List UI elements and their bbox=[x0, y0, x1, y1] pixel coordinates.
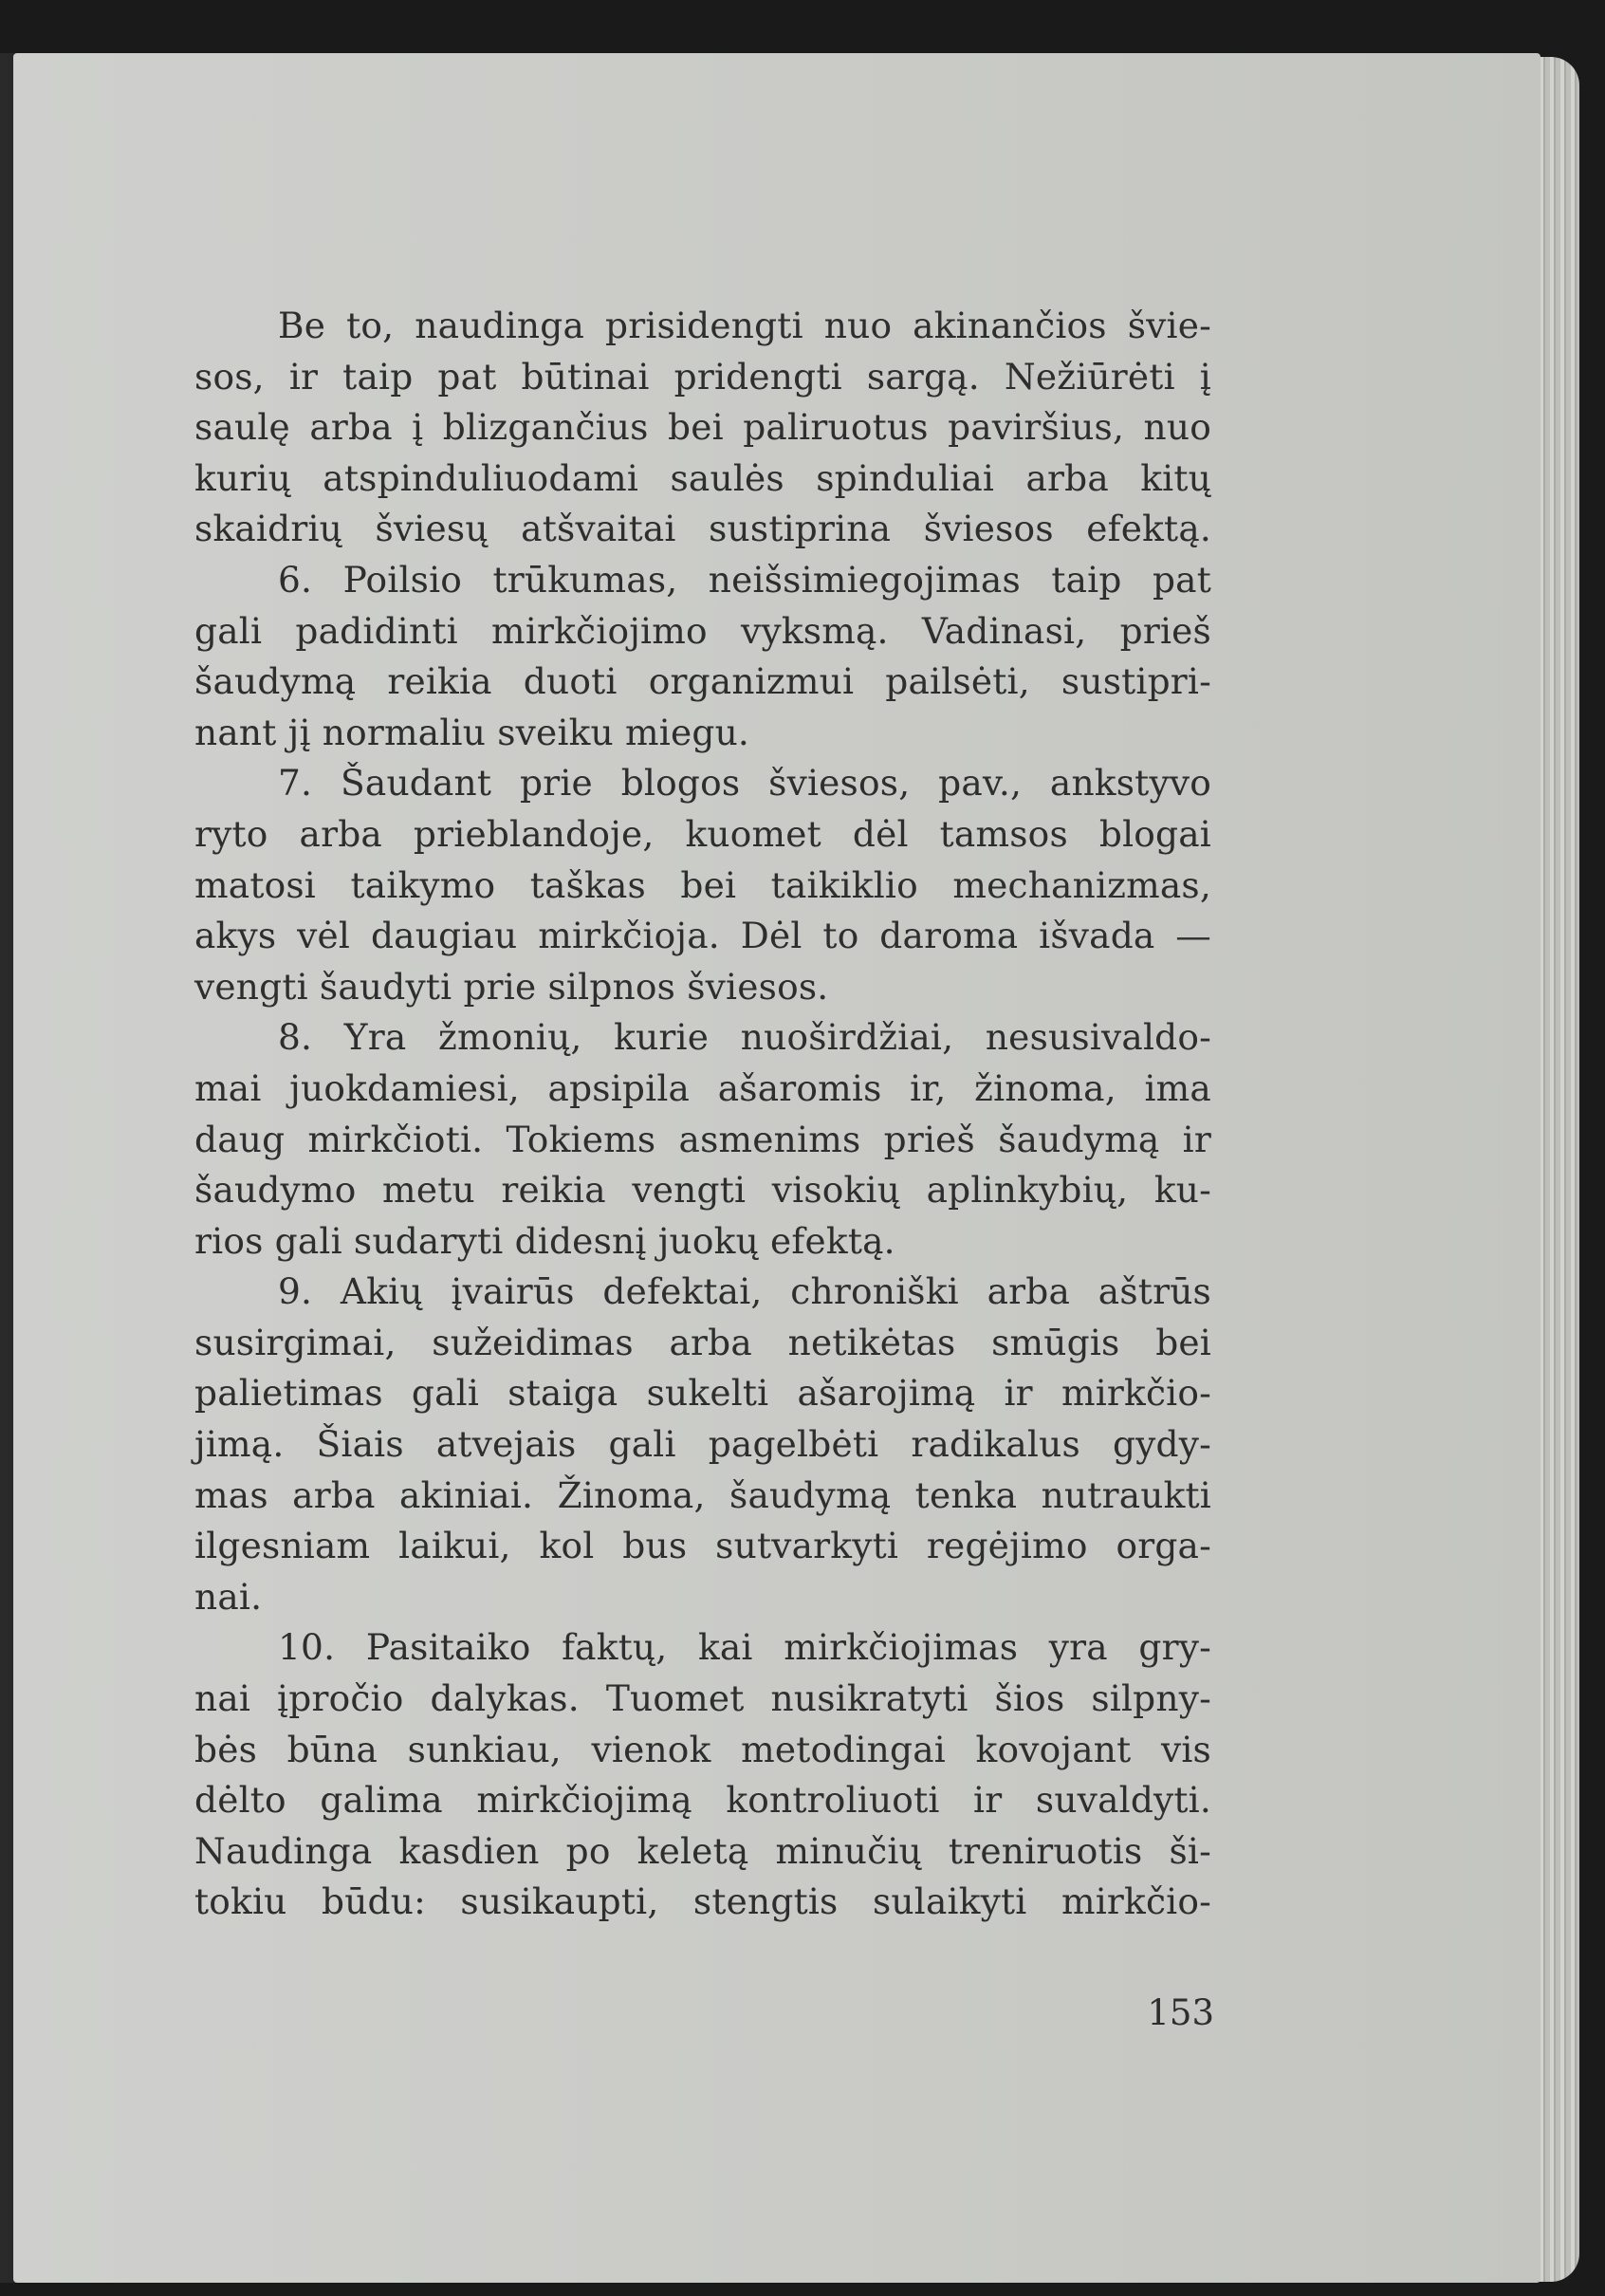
text-line: ryto arba prieblandoje, kuomet dėl tamsos blogai bbox=[194, 812, 1211, 855]
text-line: dėlto galima mirkčiojimą kontroliuoti ir suvaldyti. bbox=[194, 1779, 1211, 1822]
text-line: vengti šaudyti prie silpnos šviesos. bbox=[194, 965, 829, 1008]
text-line: akys vėl daugiau mirkčioja. Dėl to daroma išvada — bbox=[194, 915, 1211, 957]
text-line: 10. Pasitaiko faktų, kai mirkčiojimas yra gry- bbox=[278, 1626, 1211, 1669]
text-line: rios gali sudaryti didesnį juokų efektą. bbox=[194, 1219, 895, 1262]
text-line: gali padidinti mirkčiojimo vyksmą. Vadinasi, prieš bbox=[194, 609, 1211, 652]
text-line: daug mirkčioti. Tokiems asmenims prieš šaudymą ir bbox=[194, 1118, 1211, 1160]
text-line: nai įpročio dalykas. Tuomet nusikratyti šios silpny- bbox=[194, 1677, 1211, 1720]
text-line: 6. Poilsio trūkumas, neišsimiegojimas taip pat bbox=[278, 558, 1211, 601]
text-line: jimą. Šiais atvejais gali pagelbėti radikalus gydy- bbox=[194, 1423, 1211, 1466]
text-line: 8. Yra žmonių, kurie nuoširdžiai, nesusivaldo- bbox=[278, 1016, 1211, 1059]
body-text bbox=[194, 301, 1211, 1928]
text-line: šaudymą reikia duoti organizmui pailsėti, sustipri- bbox=[194, 660, 1211, 703]
text-line: bės būna sunkiau, vienok metodingai kovojant vis bbox=[194, 1728, 1211, 1770]
text-line: mas arba akiniai. Žinoma, šaudymą tenka nutraukti bbox=[194, 1473, 1211, 1516]
text-line: mai juokdamiesi, apsipila ašaromis ir, žinoma, ima bbox=[194, 1066, 1211, 1109]
text-line: 9. Akių įvairūs defektai, chroniški arba aštrūs bbox=[278, 1270, 1211, 1313]
text-line: kurių atspinduliuodami saulės spinduliai arba kitų bbox=[194, 456, 1211, 499]
text-line: palietimas gali staiga sukelti ašarojimą ir mirkčio- bbox=[194, 1372, 1211, 1415]
text-line: 7. Šaudant prie blogos šviesos, pav., ankstyvo bbox=[278, 762, 1211, 805]
text-line: sos, ir taip pat būtinai pridengti sargą. Nežiūrėti į bbox=[194, 355, 1211, 398]
text-line: Naudinga kasdien po keletą minučių treniruotis ši- bbox=[194, 1829, 1211, 1872]
text-line: susirgimai, sužeidimas arba netikėtas smūgis bei bbox=[194, 1321, 1211, 1363]
text-line: Be to, naudinga prisidengti nuo akinančios švie- bbox=[278, 305, 1211, 346]
text-line: tokiu būdu: susikaupti, stengtis sulaikyti mirkčio- bbox=[194, 1880, 1211, 1923]
text-line: šaudymo metu reikia vengti visokių aplinkybių, ku- bbox=[194, 1169, 1211, 1212]
text-line: nant jį normaliu sveiku miegu. bbox=[194, 711, 750, 753]
page-number: 153 bbox=[1147, 1992, 1214, 2033]
text-line: saulę arba į blizgančius bei paliruotus paviršius, nuo bbox=[194, 406, 1211, 449]
text-line: nai. bbox=[194, 1575, 263, 1618]
text-line: matosi taikymo taškas bei taikiklio mechanizmas, bbox=[194, 863, 1211, 906]
text-line: ilgesniam laikui, kol bus sutvarkyti regėjimo orga- bbox=[194, 1525, 1211, 1567]
text-line: skaidrių šviesų atšvaitai sustiprina šviesos efektą. bbox=[194, 508, 1211, 550]
